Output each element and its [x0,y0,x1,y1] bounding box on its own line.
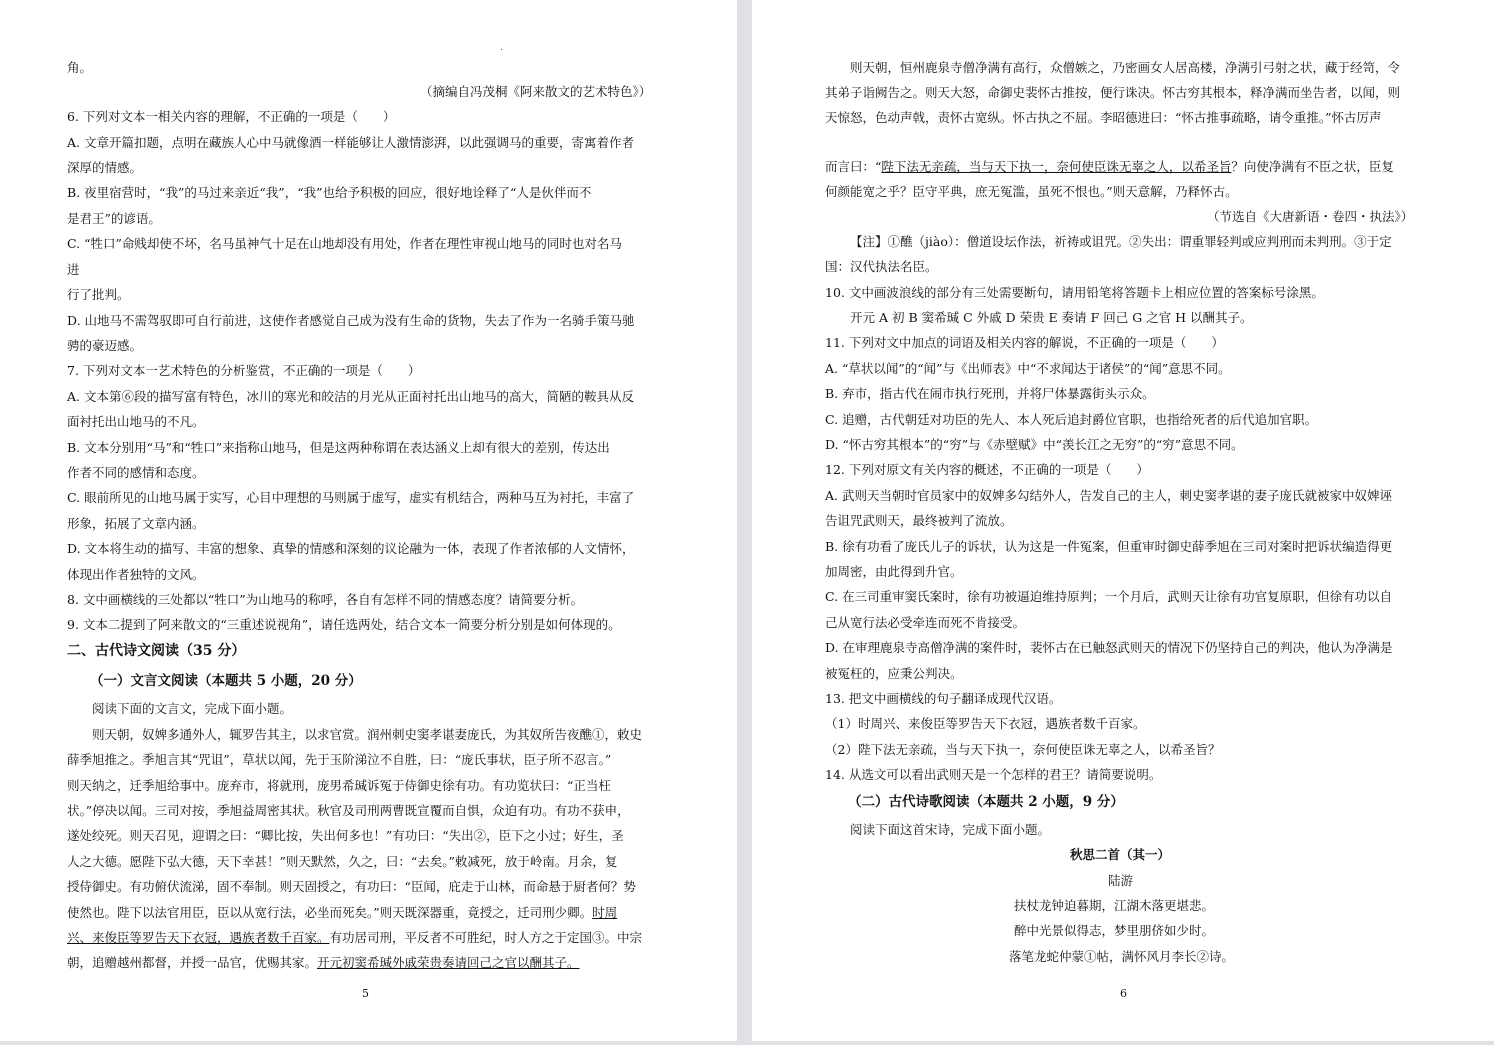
passage-text: 使然也。陛下以法官用臣，臣以从宽行法，必坐而死矣。”则天既深器重，竟授之，迁司刑少卿。 [67,905,593,920]
section-heading: 二、古代诗文阅读（35 分） [67,643,246,659]
option-11a: A. “草状以闻”的“闻”与《出师表》中“不求闻达于诸侯”的“闻”意思不同。 [825,361,1231,376]
passage-line: 何颜能宽之乎？臣守平典，庶无冤滥，虽死不恨也。”则天意解，乃释怀古。 [825,184,1238,199]
passage-line: 则天朝，奴婢多通外人，辄罗告其主，以求官赏。润州刺史窦孝谌妻庞氏，为其奴所告夜醮①，敕史 [92,727,643,742]
question-6: 6. 下列对文本一相关内容的理解，不正确的一项是（ ） [67,109,396,124]
passage-text: 朝，追赠越州都督，并授一品官，优赐其家。 [67,955,318,970]
document-page-6 [752,0,1494,1041]
question-13-item-1: （1）时周兴、来俊臣等罗告天下衣冠，遇族者数千百家。 [825,716,1146,731]
option-6b: B. 夜里宿营时，“我”的马过来亲近“我”，“我”也给予积极的回应，很好地诠释了“人是伙伴而不 [67,185,592,200]
option-6b-cont: 是君王”的谚语。 [67,211,161,226]
option-12d-cont: 被冤枉的，应秉公判决。 [825,666,963,681]
passage-line [67,905,617,921]
passage-line: 则天纳之，迁季旭给事中。庞弃市，将就刑，庞男希瑊诉冤于侍御史徐有功。有功览状曰：“正当枉 [67,778,611,793]
document-page-5 [0,0,737,1041]
option-6c-cont: 进 [67,262,80,277]
underlined-sentence-2: 陛下法无亲疏，当与天下执一，奈何使臣诛无辜之人，以希圣旨 [881,159,1232,174]
option-11c: C. 追赠，古代朝廷对功臣的先人、本人死后追封爵位官职，也指给死者的后代追加官职。 [825,412,1318,427]
passage-line: 状。”停决以闻。三司对按，季旭益周密其状。秋官及司刑两曹既宣覆而自惧，众迫有功。有功不获申， [67,803,630,818]
passage-line: 遂处绞死。则天召见，迎谓之曰：“卿比按，失出何多也！”有功曰：“失出②，臣下之小过；好生，圣 [67,828,624,843]
passage-line: 人之大德。愿陛下弘大德，天下幸甚！”则天默然，久之，曰：“去矣。”敕减死，放于岭南。月余，复 [67,854,618,869]
passage-text: ？向使净满有不臣之状，臣复 [1231,159,1394,174]
source-citation: （节选自《大唐新语・卷四・执法》） [1207,209,1414,224]
poem-title: 秋思二首（其一） [1070,847,1171,862]
passage-line: 薛季旭推之。季旭言其“咒诅”，草状以闻，先于玉阶涕泣不自胜，曰：“庞氏事状，臣子所不忍言。” [67,752,612,767]
page-dot: . [500,42,504,53]
question-12: 12. 下列对原文有关内容的概述，不正确的一项是（ ） [825,462,1149,477]
option-12b: B. 徐有功看了庞氏儿子的诉状，认为这是一件冤案，但重审时御史薛季旭在三司对案时把诉状编造得更 [825,539,1393,554]
passage-line: 则天朝，恒州鹿泉寺僧净满有高行，众僧嫉之，乃密画女人居高楼，净满引弓射之状，藏于经笥，令 [850,60,1401,75]
page-number: 6 [1120,987,1127,1000]
page-number: 5 [362,987,369,1000]
poem-line: 落笔龙蛇仲蒙①帖，满怀风月李长②诗。 [1009,949,1235,964]
option-7b-cont: 作者不同的感情和态度。 [67,465,205,480]
option-6c-cont2: 行了批判。 [67,287,130,302]
question-8: 8. 文中画横线的三处都以“牲口”为山地马的称呼，各自有怎样不同的情感态度？请简要分析。 [67,592,584,607]
option-12b-cont: 加周密，由此得到升官。 [825,564,963,579]
passage-line: 天惊怒，色动声戟，责怀古宽纵。怀古执之不屈。李昭德进曰：“怀古推事疏略，请令重推。”怀古厉声 [825,110,1382,125]
option-6a-cont: 深厚的情感。 [67,160,143,175]
option-7c: C. 眼前所见的山地马属于实写，心目中理想的马则属于虚写，虚实有机结合，两种马互为衬托，丰富了 [67,490,635,505]
option-12c-cont: 己从宽行法必受牵连而死不肯接受。 [825,615,1026,630]
wavy-underline-text: 开元初窦希瑊外戚荣贵奏请回己之官以酬其子。 [317,955,580,970]
text-line: 角。 [67,60,93,75]
question-11: 11. 下列对文中加点的词语及相关内容的解说，不正确的一项是（ ） [825,335,1224,350]
option-7b: B. 文本分别用“马”和“牲口”来指称山地马，但是这两种称谓在表达涵义上却有很大的差别，传达出 [67,440,610,455]
passage-line [67,930,642,946]
annotation-note: 【注】①醮（jiào）：僧道设坛作法，祈祷或诅咒。②失出：谓重罪轻判或应判刑而未判刑。③于定 [850,234,1392,249]
passage-line [825,159,1394,175]
question-9: 9. 文本二提到了阿来散文的“三重述说视角”，请任选两处，结合文本一简要分析分别是如何体现的。 [67,617,621,632]
passage-line: 授侍御史。有功俯伏流涕，固不奉制。则天固授之，有功曰：“臣闻，庇走于山林，而命悬于厨者何？势 [67,879,636,894]
passage-line [67,955,580,971]
underlined-sentence-1-cont: 兴、来俊臣等罗告天下衣冠，遇族者数千百家。 [67,930,330,945]
subsection-heading: （一）文言文阅读（本题共 5 小题，20 分） [90,673,362,689]
instruction: 阅读下面的文言文，完成下面小题。 [92,701,293,716]
question-10: 10. 文中画波浪线的部分有三处需要断句，请用铅笔将答题卡上相应位置的答案标号涂黑。 [825,285,1324,300]
option-12c: C. 在三司重审窦氏案时，徐有功被逼迫维持原判；一个月后，武则天让徐有功官复原职，但徐有功以自 [825,589,1393,604]
option-11b: B. 弃市，指古代在闹市执行死刑，并将尸体暴露街头示众。 [825,386,1155,401]
subsection-heading: （二）古代诗歌阅读（本题共 2 小题，9 分） [848,794,1124,810]
option-6d-cont: 骋的豪迈感。 [67,338,143,353]
option-12d: D. 在审理鹿泉寺高僧净满的案件时，裴怀古在已触怒武则天的情况下仍坚持自己的判决，他认为净满是 [825,640,1393,655]
option-11d: D. “怀古穷其根本”的“穷”与《赤壁赋》中“羡长江之无穷”的“穷”意思不同。 [825,437,1244,452]
question-7: 7. 下列对文本一艺术特色的分析鉴赏，不正确的一项是（ ） [67,363,421,378]
instruction: 阅读下面这首宋诗，完成下面小题。 [850,822,1051,837]
passage-text: 而言曰：“ [825,159,882,174]
option-12a-cont: 告诅咒武则天，最终被判了流放。 [825,513,1013,528]
poem-author: 陆游 [1108,873,1134,888]
passage-text: 有功居司刑，平反者不可胜纪，时人方之于定国③。中宗 [329,930,643,945]
underlined-sentence-1: 时周 [592,905,618,920]
option-7a-cont: 面衬托出山地马的不凡。 [67,414,205,429]
option-7a: A. 文本第⑥段的描写富有特色，冰川的寒光和皎洁的月光从正面衬托出山地马的高大，简陋的鞍具从反 [67,389,634,404]
option-6c: C. “牲口”命贱却使不坏，名马虽神气十足在山地却没有用处，作者在理性审视山地马的同时也对名马 [67,236,622,251]
question-13-item-2: （2）陛下法无亲疏，当与天下执一，奈何使臣诛无辜之人，以希圣旨？ [825,742,1221,757]
annotation-note-cont: 国：汉代执法名臣。 [825,259,938,274]
option-6d: D. 山地马不需驾驭即可自行前进，这使作者感觉自己成为没有生命的货物，失去了作为一名骑手策马驰 [67,313,635,328]
question-14: 14. 从选文可以看出武则天是一个怎样的君王？请简要说明。 [825,767,1162,782]
option-7c-cont: 形象，拓展了文章内涵。 [67,516,205,531]
poem-line: 醉中光景似得志，梦里朋侪如少时。 [1014,923,1215,938]
option-12a: A. 武则天当朝时官员家中的奴婢多勾结外人，告发自己的主人，刺史窦孝谌的妻子庞氏就被家中奴婢诬 [825,488,1392,503]
question-10-text: 开元 A 初 B 窦希瑊 C 外戚 D 荣贵 E 奏请 F 回己 G 之官 H 以酬其子。 [850,310,1253,325]
option-7d: D. 文本将生动的描写、丰富的想象、真挚的情感和深刻的议论融为一体，表现了作者浓郁的人文情怀， [67,541,635,556]
source-citation: （摘编自冯茂桐《阿来散文的艺术特色》） [420,84,652,99]
poem-line: 扶杖龙钟迫暮期，江湖木落更堪悲。 [1014,898,1215,913]
passage-line: 其弟子诣阙告之。则天大怒，命御史裴怀古推按，便行诛决。怀古穷其根本，释净满而坐告者，以闻，则 [825,85,1401,100]
option-6a: A. 文章开篇扣题，点明在藏族人心中马就像酒一样能够让人激情澎湃，以此强调马的重要，寄寓着作者 [67,135,634,150]
question-13: 13. 把文中画横线的句子翻译成现代汉语。 [825,691,1062,706]
option-7d-cont: 体现出作者独特的文风。 [67,567,205,582]
